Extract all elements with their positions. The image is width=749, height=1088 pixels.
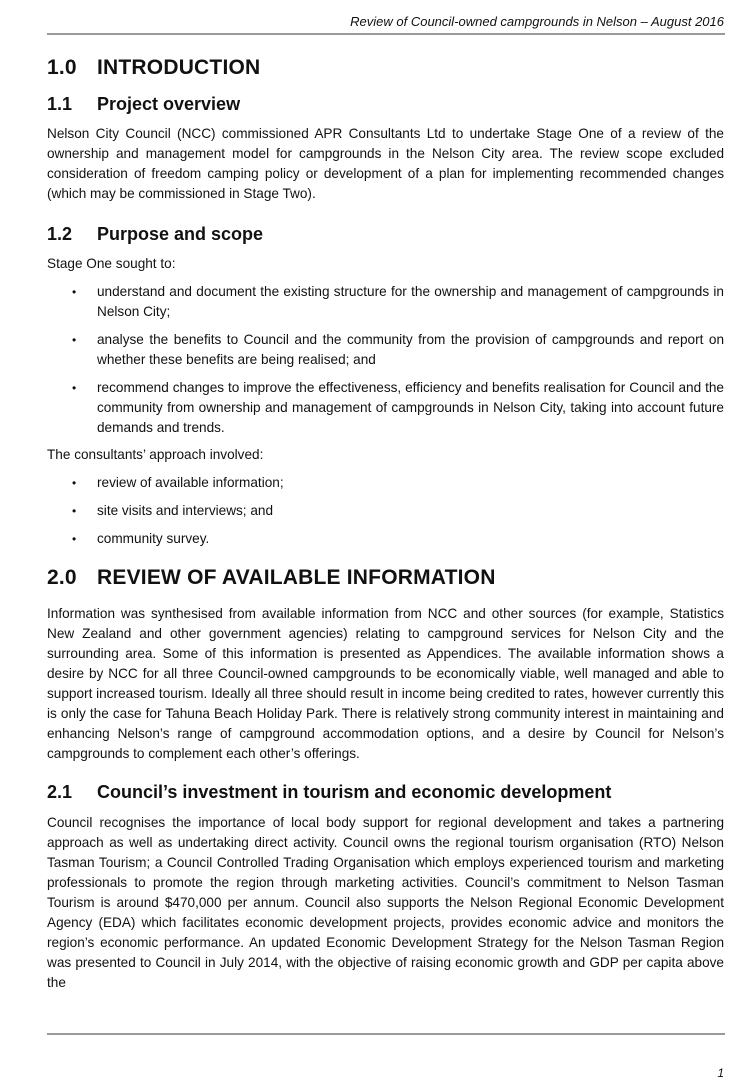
header-rule	[47, 33, 725, 35]
bullet-icon: •	[72, 476, 77, 490]
investment-paragraph: Council recognises the importance of local body support for regional development and takes a partnering approach as well as undertaking direct activity. Council owns the regional tourism organisation (RTO) Nelson Tasman Tourism; a Council Controlled Trading Organisation which employs experienced tourism and marketing professionals to promote the region through marketing activities. Council’s commitment to Nelson Tasman Tourism is around $470,000 per annum. Council also supports the Nelson Regional Economic Development Agency (EDA) which facilitates economic development projects, provides economic advice and monitors the region’s economic performance. An updated Economic Development Strategy for the Nelson Tasman Region was presented to Council in July 2014, with the objective of raising economic growth and GDP per capita above the	[47, 815, 724, 990]
section-number: 1.0	[47, 56, 77, 79]
list-item: • review of available information;	[47, 473, 724, 493]
section-title: Council’s investment in tourism and economic development	[97, 782, 612, 802]
bullet-icon: •	[72, 504, 77, 518]
section-title: Project overview	[97, 94, 241, 114]
page-number: 1	[717, 1066, 724, 1080]
document-body	[47, 50, 724, 993]
section-title: INTRODUCTION	[97, 56, 261, 79]
heading-project-overview	[47, 91, 724, 117]
list-item: • analyse the benefits to Council and the community from the provision of campgrounds and report on whether these benefits are being realised; and	[72, 332, 724, 367]
heading-review-information	[47, 563, 724, 593]
section-number: 2.0	[47, 566, 77, 589]
list-item: • recommend changes to improve the effectiveness, efficiency and benefits realisation for Council and the community from ownership and management of campgrounds in Nelson City, taking into account future demands and trends.	[72, 380, 724, 435]
bullet-icon: •	[72, 285, 77, 299]
bullet-icon: •	[72, 381, 77, 395]
heading-introduction	[47, 53, 724, 83]
aims-list	[47, 282, 724, 438]
section-title: REVIEW OF AVAILABLE INFORMATION	[97, 566, 496, 589]
approach-list	[47, 473, 724, 549]
purpose-lead: Stage One sought to:	[47, 256, 176, 271]
list-item: • understand and document the existing structure for the ownership and management of campgrounds in Nelson City;	[72, 284, 724, 319]
overview-paragraph: Nelson City Council (NCC) commissioned APR Consultants Ltd to undertake Stage One of a review of the ownership and management model for campgrounds in the Nelson City area. The review scope excluded consideration of freedom camping policy or development of a plan for implementing recommended changes (which may be commissioned in Stage Two).	[47, 126, 724, 201]
footer-rule	[47, 1033, 725, 1035]
running-header: Review of Council-owned campgrounds in Nelson – August 2016	[350, 14, 724, 29]
bullet-icon: •	[72, 333, 77, 347]
heading-council-investment	[47, 779, 724, 805]
section-number: 1.1	[47, 94, 73, 114]
section-number: 1.2	[47, 224, 73, 244]
section-number: 2.1	[47, 782, 73, 802]
list-item: • site visits and interviews; and	[47, 501, 724, 521]
review-paragraph: Information was synthesised from available information from NCC and other sources (for example, Statistics New Zealand and other government agencies) relating to campground services for Nelson City and the surrounding area. Some of this information is presented as Appendices. The available information shows a desire by NCC for all three Council-owned campgrounds to be economically viable, well managed and able to support increased tourism. Ideally all three should result in income being credited to rates, however currently this is only the case for Tahuna Beach Holiday Park. There is relatively strong community interest in maintaining and enhancing Nelson’s range of campground accommodation options, and a desire by Council for Nelson’s campgrounds to complement each other’s offerings.	[47, 606, 724, 761]
approach-lead: The consultants’ approach involved:	[47, 447, 264, 462]
heading-purpose-scope	[47, 221, 724, 247]
section-title: Purpose and scope	[97, 224, 264, 244]
bullet-icon: •	[72, 532, 77, 546]
list-item: • community survey.	[47, 529, 724, 549]
